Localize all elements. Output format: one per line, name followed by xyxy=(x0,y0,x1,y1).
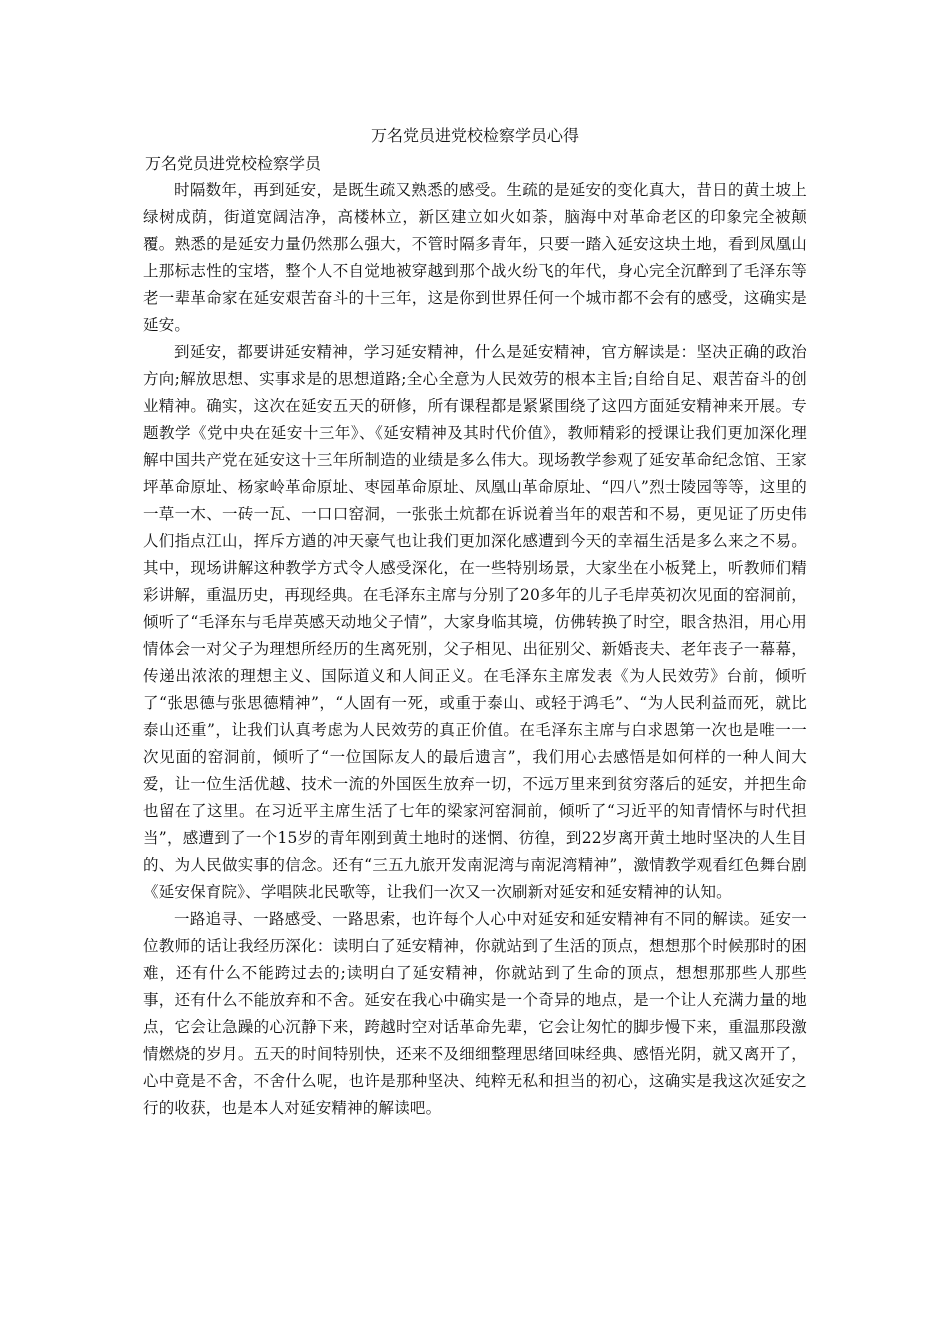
document-title: 万名党员进党校检察学员心得 xyxy=(370,126,579,145)
paragraph-2: 到延安，都要讲延安精神，学习延安精神，什么是延安精神，官方解读是：坚决正确的政治方向;解放思想、实事求是的思想道路;全心全意为人民效劳的根本主旨;自给自足、艰苦奋斗的创业精神。确实，这次在延安五天的研修，所有课程都是紧紧围绕了这四方面延安精神来开展。专题教学《党中央在延安十三年》、《延安精神及其时代价值》，教师精彩的授课让我们更加深化理解中国共产党在延安这十三年所制造的业绩是多么伟大。现场教学参观了延安革命纪念馆、王家坪革命原址、杨家岭革命原址、枣园革命原址、凤凰山革命原址、“四八”烈士陵园等等，这里的一草一木、一砖一瓦、一口口窑洞，一张张土炕都在诉说着当年的艰苦和不易，更见证了历史伟人们指点江山，挥斥方遒的冲天豪气也让我们更加深化感遭到今天的幸福生活是多么来之不易。其中，现场讲解这种教学方式令人感受深化，在一些特别场景，大家坐在小板凳上，听教师们精彩讲解，重温历史，再现经典。在毛泽东主席与分别了20多年的儿子毛岸英初次见面的窑洞前，倾听了“毛泽东与毛岸英感天动地父子情”，大家身临其境，仿佛转换了时空，眼含热泪，用心用情体会一对父子为理想所经历的生离死别，父子相见、出征别父、新婚丧夫、老年丧子一幕幕，传递出浓浓的理想主义、国际道义和人间正义。在毛泽东主席发表《为人民效劳》台前，倾听了“张思德与张思德精神”，“人固有一死，或重于泰山、或轻于鸿毛”、“为人民利益而死，就比泰山还重”，让我们认真考虑为人民效劳的真正价值。在毛泽东主席与白求恩第一次也是唯一一次见面的窑洞前，倾听了“一位国际友人的最后遗言”，我们用心去感悟是如何样的一种人间大爱，让一位生活优越、技术一流的外国医生放弃一切，不远万里来到贫穷落后的延安，并把生命也留在了这里。在习近平主席生活了七年的梁家河窑洞前，倾听了“习近平的知青情怀与时代担当”，感遭到了一个15岁的青年刚到黄土地时的迷惘、彷徨，到22岁离开黄土地时坚决的人生目的、为人民做实事的信念。还有“三五九旅开发南泥湾与南泥湾精神”，激情教学观看红色舞台剧《延安保育院》、学唱陕北民歌等，让我们一次又一次刷新对延安和延安精神的认知。 xyxy=(143,343,807,901)
paragraph-1: 时隔数年，再到延安，是既生疏又熟悉的感受。生疏的是延安的变化真大，昔日的黄土坡上绿树成荫，街道宽阔洁净，高楼林立，新区建立如火如荼，脑海中对革命老区的印象完全被颠覆。熟悉的是延安力量仍然那么强大，不管时隔多青年，只要一踏入延安这块土地，看到凤凰山上那标志性的宝塔，整个人不自觉地被穿越到那个战火纷飞的年代，身心完全沉醉到了毛泽东等老一辈革命家在延安艰苦奋斗的十三年，这是你到世界任何一个城市都不会有的感受，这确实是延安。 xyxy=(143,181,807,334)
document-subtitle: 万名党员进党校检察学员 xyxy=(145,154,322,173)
paragraph-3: 一路追寻、一路感受、一路思索，也许每个人心中对延安和延安精神有不同的解读。延安一位教师的话让我经历深化：读明白了延安精神，你就站到了生活的顶点，想想那个时候那时的困难，还有什么不能跨过去的;读明白了延安精神，你就站到了生命的顶点，想想那那些人那些事，还有什么不能放弃和不舍。延安在我心中确实是一个奇异的地点，是一个让人充满力量的地点，它会让急躁的心沉静下来，跨越时空对话革命先辈，它会让匆忙的脚步慢下来，重温那段激情燃烧的岁月。五天的时间特别快，还来不及细细整理思绪回味经典、感悟光阴，就又离开了，心中竟是不舍，不舍什么呢，也许是那种坚决、纯粹无私和担当的初心，这确实是我这次延安之行的收获，也是本人对延安精神的解读吧。 xyxy=(143,910,807,1117)
document-page xyxy=(143,122,807,1122)
